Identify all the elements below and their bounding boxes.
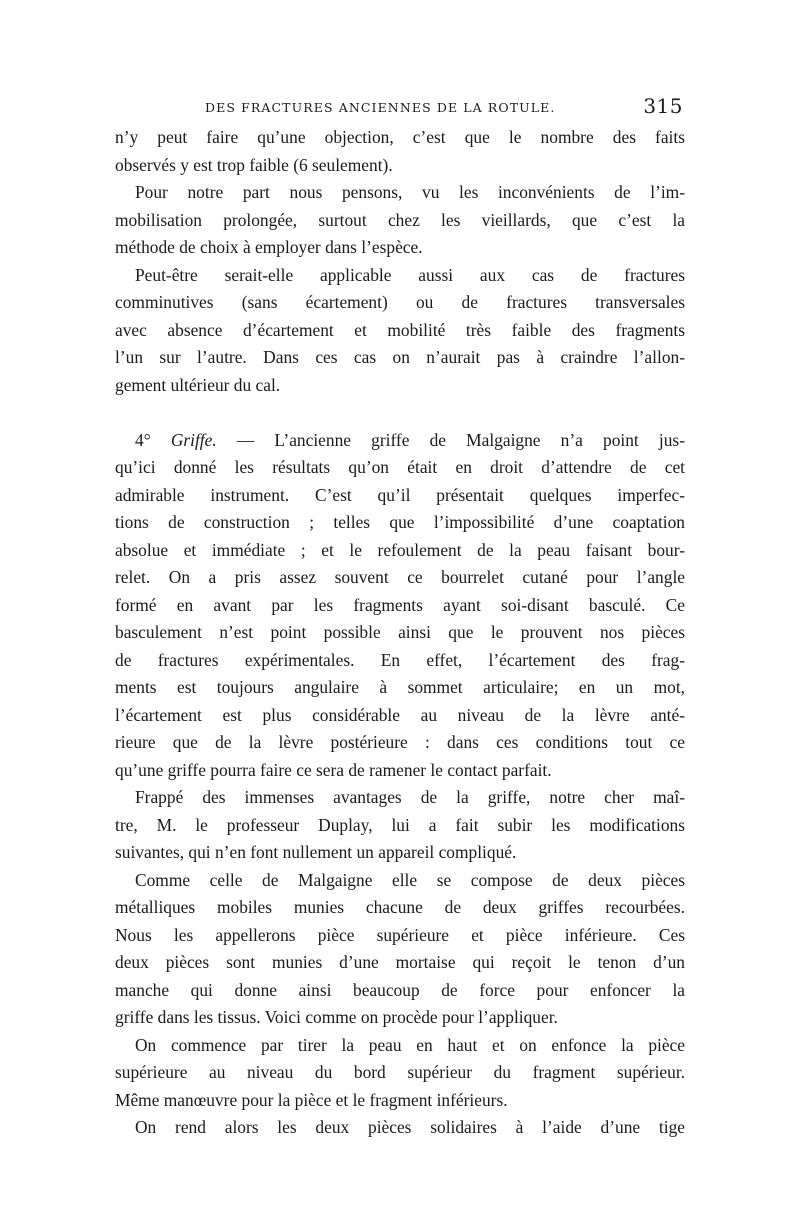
text-line: Pour notre part nous pensons, vu les inconvénients de l’im- [135, 182, 685, 202]
running-head: DES FRACTURES ANCIENNES DE LA ROTULE. [205, 100, 556, 115]
text-line: griffe dans les tissus. Voici comme on procède pour l’appliquer. [115, 1007, 558, 1027]
text-line: qu’une griffe pourra faire ce sera de ramener le contact parfait. [115, 759, 552, 780]
text-line: suivantes, qui n’en font nullement un appareil compliqué. [115, 842, 517, 862]
page-header [115, 92, 685, 124]
section-number: 4° [135, 429, 151, 450]
section-title: Griffe. [170, 429, 217, 450]
text-line [115, 427, 685, 455]
section-gap [115, 399, 685, 427]
text-line: Frappé des immenses avantages de la griffe, notre cher maî- [135, 787, 685, 807]
text-line: mobilisation prolongée, surtout chez les vieillards, que c’est la [115, 209, 685, 230]
paragraph [115, 179, 685, 262]
text-line: On commence par tirer la peau en haut et on enfonce la pièce [135, 1034, 685, 1055]
text-line: On rend alors les deux pièces solidaires à l’aide d’une tige [135, 1117, 685, 1137]
page-number: 315 [643, 94, 683, 118]
text-line: Comme celle de Malgaigne elle se compose de deux pièces [135, 869, 685, 890]
text-line: tions de construction ; telles que l’impossibilité d’une coaptation [115, 512, 685, 532]
text-line: manche qui donne ainsi beaucoup de force pour enfoncer la [115, 979, 685, 1000]
paragraph [115, 867, 685, 1032]
text-line: ments est toujours angulaire à sommet articulaire; en un mot, [115, 677, 685, 697]
text-line: supérieure au niveau du bord supérieur du fragment supérieur. [115, 1062, 685, 1082]
section-paragraph [115, 427, 685, 785]
paragraph [115, 124, 685, 179]
text-line: deux pièces sont munies d’une mortaise qui reçoit le tenon d’un [115, 952, 685, 972]
book-page [115, 92, 685, 1142]
text-line: l’un sur l’autre. Dans ces cas on n’aurait pas à craindre l’allon- [115, 347, 685, 367]
text-line: comminutives (sans écartement) ou de fractures transversales [115, 292, 685, 312]
text-line: basculement n’est point possible ainsi que le prouvent nos pièces [115, 622, 685, 642]
text-line: n’y peut faire qu’une objection, c’est que le nombre des faits [115, 127, 685, 147]
paragraph [115, 784, 685, 867]
text-line: rieure que de la lèvre postérieure : dans ces conditions tout ce [115, 732, 685, 752]
text-line: gement ultérieur du cal. [115, 374, 281, 395]
text-line: métalliques mobiles munies chacune de deux griffes recourbées. [115, 897, 685, 917]
text-line: observés y est trop faible (6 seulement). [115, 154, 393, 175]
text-line: relet. On a pris assez souvent ce bourrelet cutané pour l’angle [115, 567, 685, 587]
paragraph [115, 1032, 685, 1115]
text-line: Même manœuvre pour la pièce et le fragment inférieurs. [115, 1089, 508, 1110]
text-line: admirable instrument. C’est qu’il présentait quelques imperfec- [115, 484, 685, 505]
text-line: avec absence d’écartement et mobilité très faible des fragments [115, 319, 685, 340]
text-line: tre, M. le professeur Duplay, lui a fait subir les modifications [115, 814, 685, 835]
text-line: l’écartement est plus considérable au niveau de la lèvre anté- [115, 704, 685, 725]
paragraph [115, 262, 685, 400]
text-line: Nous les appellerons pièce supérieure et pièce inférieure. Ces [115, 924, 685, 945]
text-line: qu’ici donné les résultats qu’on était en droit d’attendre de cet [115, 457, 685, 477]
section-first-line-text: — L’ancienne griffe de Malgaigne n’a point jus- [216, 429, 685, 450]
text-line: de fractures expérimentales. En effet, l’écartement des frag- [115, 649, 685, 670]
text-line: Peut-être serait-elle applicable aussi aux cas de fractures [135, 264, 685, 285]
text-line: méthode de choix à employer dans l’espèce. [115, 237, 423, 257]
text-line: absolue et immédiate ; et le refoulement de la peau faisant bour- [115, 539, 685, 560]
paragraph [115, 1114, 685, 1142]
text-line: formé en avant par les fragments ayant soi-disant basculé. Ce [115, 594, 685, 615]
body-text [115, 124, 685, 1142]
